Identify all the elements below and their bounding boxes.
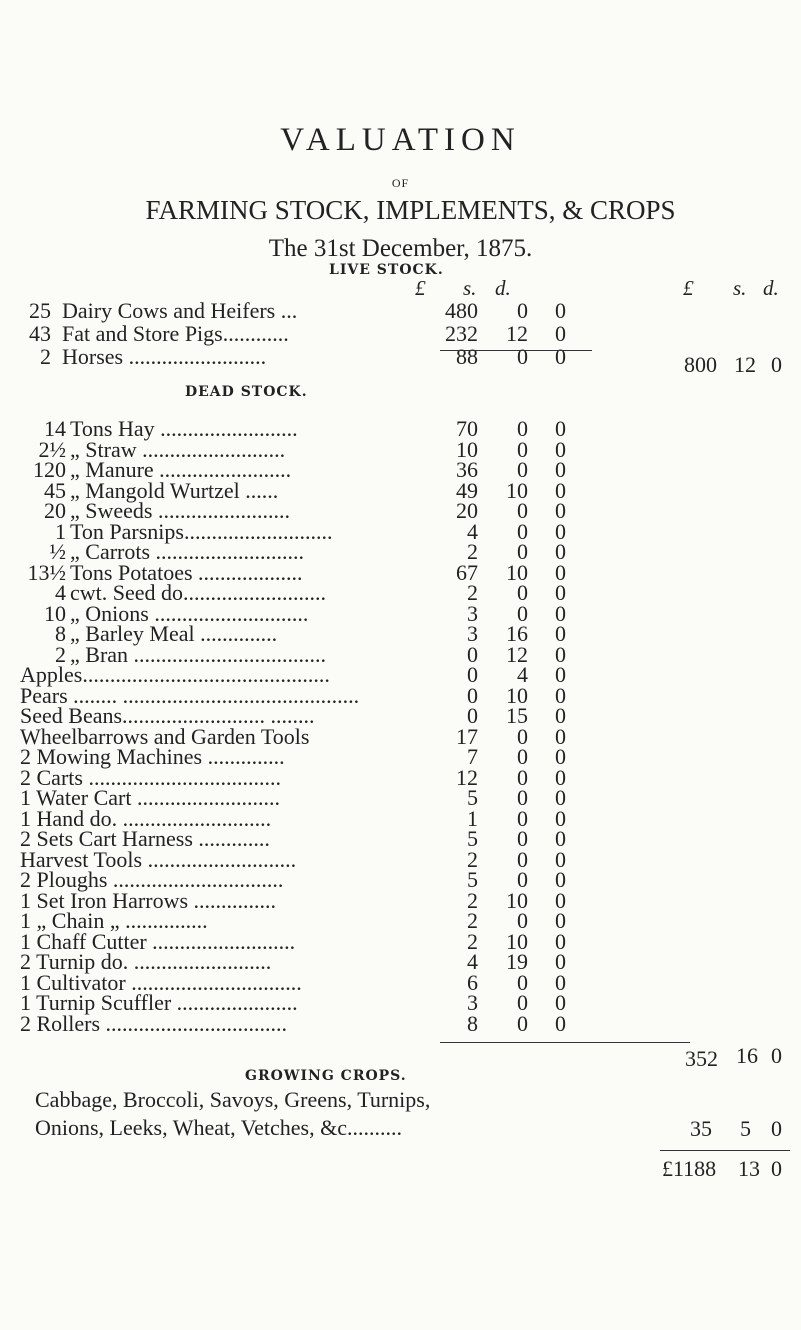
item-quantity: 4: [55, 580, 66, 605]
item-description: „ Mangold Wurtzel ......: [70, 477, 279, 503]
item-shillings: 0: [517, 298, 528, 323]
item-description: „ Bran ...................................: [70, 641, 327, 667]
item-shillings: 0: [517, 539, 528, 564]
live-stock-subtotal-rule: [440, 350, 592, 351]
item-pence: 0: [555, 867, 566, 892]
col-head-total-shillings: s.: [733, 276, 747, 300]
growing-crops-heading: GROWING CROPS.: [245, 1068, 407, 1084]
item-pounds: 0: [467, 682, 478, 708]
grand-total-shillings: 13: [738, 1156, 760, 1181]
live-stock-heading: LIVE STOCK.: [329, 262, 444, 278]
growing-crops-line-1: Cabbage, Broccoli, Savoys, Greens, Turnips,: [35, 1087, 431, 1112]
item-shillings: 0: [517, 436, 528, 462]
title-connector: OF: [391, 176, 410, 190]
item-pence: 0: [555, 321, 566, 346]
item-pounds: 67: [456, 559, 478, 585]
item-description: Pears ........ ...........................................: [20, 682, 360, 708]
grand-total-pounds: £1188: [662, 1156, 717, 1181]
item-shillings: 10: [506, 477, 528, 503]
item-shillings: 15: [506, 703, 528, 728]
item-pence: 0: [555, 457, 566, 482]
item-description: 2 Turnip do. .........................: [20, 949, 272, 974]
item-pounds: 2: [467, 908, 478, 933]
item-description: „ Barley Meal ..............: [70, 621, 278, 646]
item-shillings: 0: [517, 723, 528, 749]
item-description: 1 Turnip Scuffler ......................: [20, 990, 298, 1015]
item-pounds: 2: [467, 887, 478, 913]
item-shillings: 0: [517, 785, 528, 810]
item-description: 2 Sets Cart Harness .............: [20, 826, 270, 851]
item-description: Dairy Cows and Heifers ...: [62, 298, 298, 323]
item-quantity: 10: [44, 600, 66, 626]
item-quantity: 8: [55, 621, 66, 646]
item-quantity: 43: [29, 321, 51, 346]
live-stock-total-pounds: 800: [684, 352, 717, 377]
item-pence: 0: [555, 518, 566, 544]
col-head-pounds: £: [415, 276, 426, 300]
item-pence: 0: [555, 785, 566, 810]
item-quantity: 13½: [27, 559, 66, 585]
item-description: 2 Rollers .................................: [20, 1010, 288, 1036]
item-pounds: 4: [467, 949, 478, 974]
item-quantity: ½: [49, 539, 66, 564]
item-shillings: 0: [517, 580, 528, 605]
item-description: Seed Beans.......................... ........: [20, 703, 315, 728]
item-description: Apples.............................................: [20, 662, 330, 687]
item-shillings: 0: [517, 764, 528, 790]
item-pence: 0: [555, 539, 566, 564]
item-description: „ Carrots ...........................: [70, 539, 305, 564]
item-pence: 0: [555, 723, 566, 749]
item-pence: 0: [555, 641, 566, 667]
item-quantity: 20: [44, 498, 66, 523]
item-description: Fat and Store Pigs............: [62, 321, 289, 346]
item-pounds: 4: [467, 518, 478, 544]
item-shillings: 16: [506, 621, 528, 646]
item-shillings: 10: [506, 928, 528, 954]
item-pounds: 3: [467, 621, 478, 646]
item-shillings: 0: [517, 416, 528, 441]
item-pounds: 70: [456, 416, 478, 441]
item-description: 1 Hand do. ...........................: [20, 805, 272, 831]
grand-total-pence: 0: [771, 1156, 782, 1181]
item-description: 1 Set Iron Harrows ...............: [20, 887, 277, 913]
dead-stock-heading: DEAD STOCK.: [185, 384, 308, 400]
item-quantity: 2: [40, 344, 51, 369]
item-pence: 0: [555, 436, 566, 462]
item-shillings: 0: [517, 744, 528, 769]
dead-stock-total-shillings: 16: [736, 1043, 758, 1068]
item-shillings: 0: [517, 805, 528, 831]
item-pounds: 8: [467, 1010, 478, 1036]
item-pence: 0: [555, 621, 566, 646]
item-pounds: 2: [467, 846, 478, 872]
item-pence: 0: [555, 826, 566, 851]
item-description: 2 Ploughs ...............................: [20, 867, 284, 892]
item-description: Ton Parsnips...........................: [70, 518, 333, 544]
item-pounds: 480: [445, 298, 478, 323]
item-pence: 0: [555, 498, 566, 523]
col-head-pence: d.: [495, 276, 511, 300]
item-description: „ Manure ........................: [70, 457, 292, 482]
col-head-total-pence: d.: [763, 276, 779, 300]
item-description: 1 „ Chain „ ...............: [20, 908, 208, 933]
item-shillings: 0: [517, 867, 528, 892]
item-pounds: 2: [467, 928, 478, 954]
dead-stock-subtotal-rule: [440, 1042, 690, 1043]
item-description: 1 Cultivator ...............................: [20, 969, 302, 995]
grand-total-rule: [660, 1150, 790, 1151]
item-shillings: 0: [517, 908, 528, 933]
item-pence: 0: [555, 887, 566, 913]
growing-crops-line-2: Onions, Leeks, Wheat, Vetches, &c..........: [35, 1115, 402, 1140]
item-pence: 0: [555, 846, 566, 872]
item-shillings: 12: [506, 321, 528, 346]
item-pence: 0: [555, 703, 566, 728]
growing-crops-total-pence: 0: [771, 1116, 782, 1141]
item-shillings: 0: [517, 826, 528, 851]
item-pounds: 5: [467, 826, 478, 851]
item-description: Harvest Tools ...........................: [20, 846, 297, 872]
item-shillings: 10: [506, 682, 528, 708]
item-description: „ Sweeds ........................: [70, 498, 290, 523]
dead-stock-total-pence: 0: [771, 1043, 782, 1068]
item-description: 2 Mowing Machines ..............: [20, 744, 285, 769]
item-shillings: 0: [517, 600, 528, 626]
item-description: „ Onions ............................: [70, 600, 309, 626]
item-pounds: 1: [467, 805, 478, 831]
item-pounds: 7: [467, 744, 478, 769]
item-shillings: 12: [506, 641, 528, 667]
item-quantity: 14: [44, 416, 66, 441]
item-pounds: 10: [456, 436, 478, 462]
item-description: Wheelbarrows and Garden Tools: [20, 723, 310, 749]
item-description: Tons Potatoes ...................: [70, 559, 303, 585]
item-pence: 0: [555, 344, 566, 369]
item-shillings: 0: [517, 498, 528, 523]
item-pence: 0: [555, 990, 566, 1015]
item-pence: 0: [555, 682, 566, 708]
item-shillings: 0: [517, 990, 528, 1015]
item-quantity: 120: [33, 457, 66, 482]
item-shillings: 0: [517, 457, 528, 482]
col-head-total-pounds: £: [683, 276, 694, 300]
growing-crops-total-shillings: 5: [740, 1116, 751, 1141]
item-pounds: 232: [445, 321, 478, 346]
item-description: „ Straw ..........................: [70, 436, 286, 462]
item-description: 1 Water Cart ..........................: [20, 785, 280, 810]
item-pounds: 6: [467, 969, 478, 995]
item-pence: 0: [555, 949, 566, 974]
document-subtitle: FARMING STOCK, IMPLEMENTS, & CROPS: [145, 195, 676, 225]
col-head-shillings: s.: [463, 276, 477, 300]
item-pence: 0: [555, 662, 566, 687]
item-shillings: 10: [506, 559, 528, 585]
dead-stock-total-pounds: 352: [685, 1046, 718, 1071]
item-pence: 0: [555, 764, 566, 790]
item-pence: 0: [555, 477, 566, 503]
item-pence: 0: [555, 928, 566, 954]
item-shillings: 0: [517, 969, 528, 995]
item-pounds: 36: [456, 457, 478, 482]
item-pence: 0: [555, 908, 566, 933]
item-shillings: 0: [517, 518, 528, 544]
item-pence: 0: [555, 600, 566, 626]
item-pence: 0: [555, 580, 566, 605]
item-shillings: 0: [517, 344, 528, 369]
item-pence: 0: [555, 805, 566, 831]
item-pounds: 0: [467, 703, 478, 728]
growing-crops-total-pounds: 35: [690, 1116, 712, 1141]
item-quantity: 2: [55, 641, 66, 667]
item-pounds: 3: [467, 600, 478, 626]
valuation-date: The 31st December, 1875.: [268, 235, 533, 262]
item-pence: 0: [555, 1010, 566, 1036]
item-pounds: 0: [467, 662, 478, 687]
item-quantity: 2½: [38, 436, 66, 462]
item-pounds: 12: [456, 764, 478, 790]
item-pounds: 5: [467, 785, 478, 810]
item-pounds: 20: [456, 498, 478, 523]
item-description: 2 Carts ...................................: [20, 764, 281, 790]
item-pence: 0: [555, 744, 566, 769]
item-pounds: 0: [467, 641, 478, 667]
item-shillings: 0: [517, 1010, 528, 1036]
item-description: Tons Hay .........................: [70, 416, 298, 441]
item-shillings: 4: [517, 662, 528, 687]
item-shillings: 19: [506, 949, 528, 974]
item-pence: 0: [555, 969, 566, 995]
item-shillings: 10: [506, 887, 528, 913]
item-pounds: 49: [456, 477, 478, 503]
item-description: cwt. Seed do..........................: [70, 580, 327, 605]
item-quantity: 1: [55, 518, 66, 544]
item-pence: 0: [555, 298, 566, 323]
item-quantity: 25: [29, 298, 51, 323]
document-title: VALUATION: [280, 122, 521, 158]
item-pounds: 5: [467, 867, 478, 892]
item-pounds: 2: [467, 539, 478, 564]
item-description: 1 Chaff Cutter ..........................: [20, 928, 296, 954]
item-pence: 0: [555, 416, 566, 441]
item-pounds: 17: [456, 723, 478, 749]
item-shillings: 0: [517, 846, 528, 872]
item-quantity: 45: [44, 477, 66, 503]
item-pounds: 3: [467, 990, 478, 1015]
live-stock-total-shillings: 12: [734, 352, 756, 377]
item-description: Horses .........................: [62, 344, 267, 369]
item-pounds: 88: [456, 344, 478, 369]
item-pence: 0: [555, 559, 566, 585]
live-stock-total-pence: 0: [771, 352, 782, 377]
item-pounds: 2: [467, 580, 478, 605]
